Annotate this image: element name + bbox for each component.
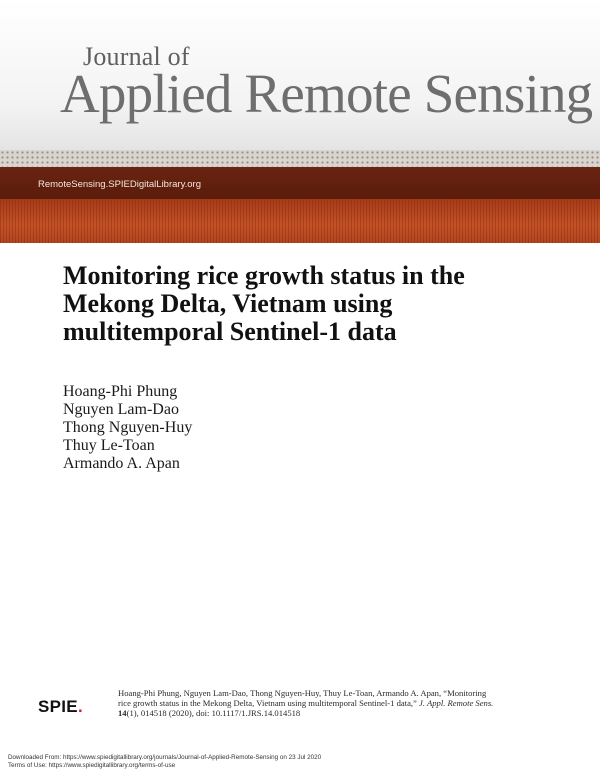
spie-logo-dot: . — [77, 697, 83, 716]
journal-masthead — [0, 0, 600, 150]
citation-volume: 14 — [118, 708, 127, 718]
citation-details: (1), 014518 (2020), doi: 10.1117/1.JRS.14.014518 — [126, 708, 301, 718]
spie-logo — [38, 697, 83, 717]
citation-lead: Hoang-Phi Phung, Nguyen Lam-Dao, Thong Nguyen-Huy, Thuy Le-Toan, Armando A. Apan, “Monitoring rice growth status in the Mekong Delta, Vietnam using multitemporal Sentinel-1 data,” — [118, 688, 487, 708]
terms-of-use-link[interactable]: Terms of Use: https://www.spiedigitallibrary.org/terms-of-use — [8, 762, 176, 769]
citation-journal: J. Appl. Remote Sens. — [419, 698, 494, 708]
journal-of-label: Journal of — [83, 42, 190, 71]
author-list — [63, 383, 192, 473]
download-footer — [8, 754, 321, 770]
dotted-divider — [0, 150, 600, 167]
article-title: Monitoring rice growth status in the Mekong Delta, Vietnam using multitemporal Sentinel-1 data — [63, 261, 465, 346]
citation-block — [118, 688, 498, 718]
spie-logo-text: SPIE — [38, 697, 78, 716]
author-name: Nguyen Lam-Dao — [63, 401, 179, 418]
author-name: Armando A. Apan — [63, 455, 180, 472]
journal-name: Applied Remote Sensing — [60, 63, 593, 124]
decorative-pattern-band — [0, 199, 600, 243]
journal-website-link[interactable]: RemoteSensing.SPIEDigitalLibrary.org — [38, 179, 201, 190]
author-name: Thong Nguyen-Huy — [63, 419, 193, 436]
author-name: Hoang-Phi Phung — [63, 383, 178, 400]
download-info-link[interactable]: Downloaded From: https://www.spiedigitallibrary.org/journals/Journal-of-Applied-Remote-Sensing on 23 Jul 2020 — [8, 754, 322, 761]
author-name: Thuy Le-Toan — [63, 437, 155, 454]
